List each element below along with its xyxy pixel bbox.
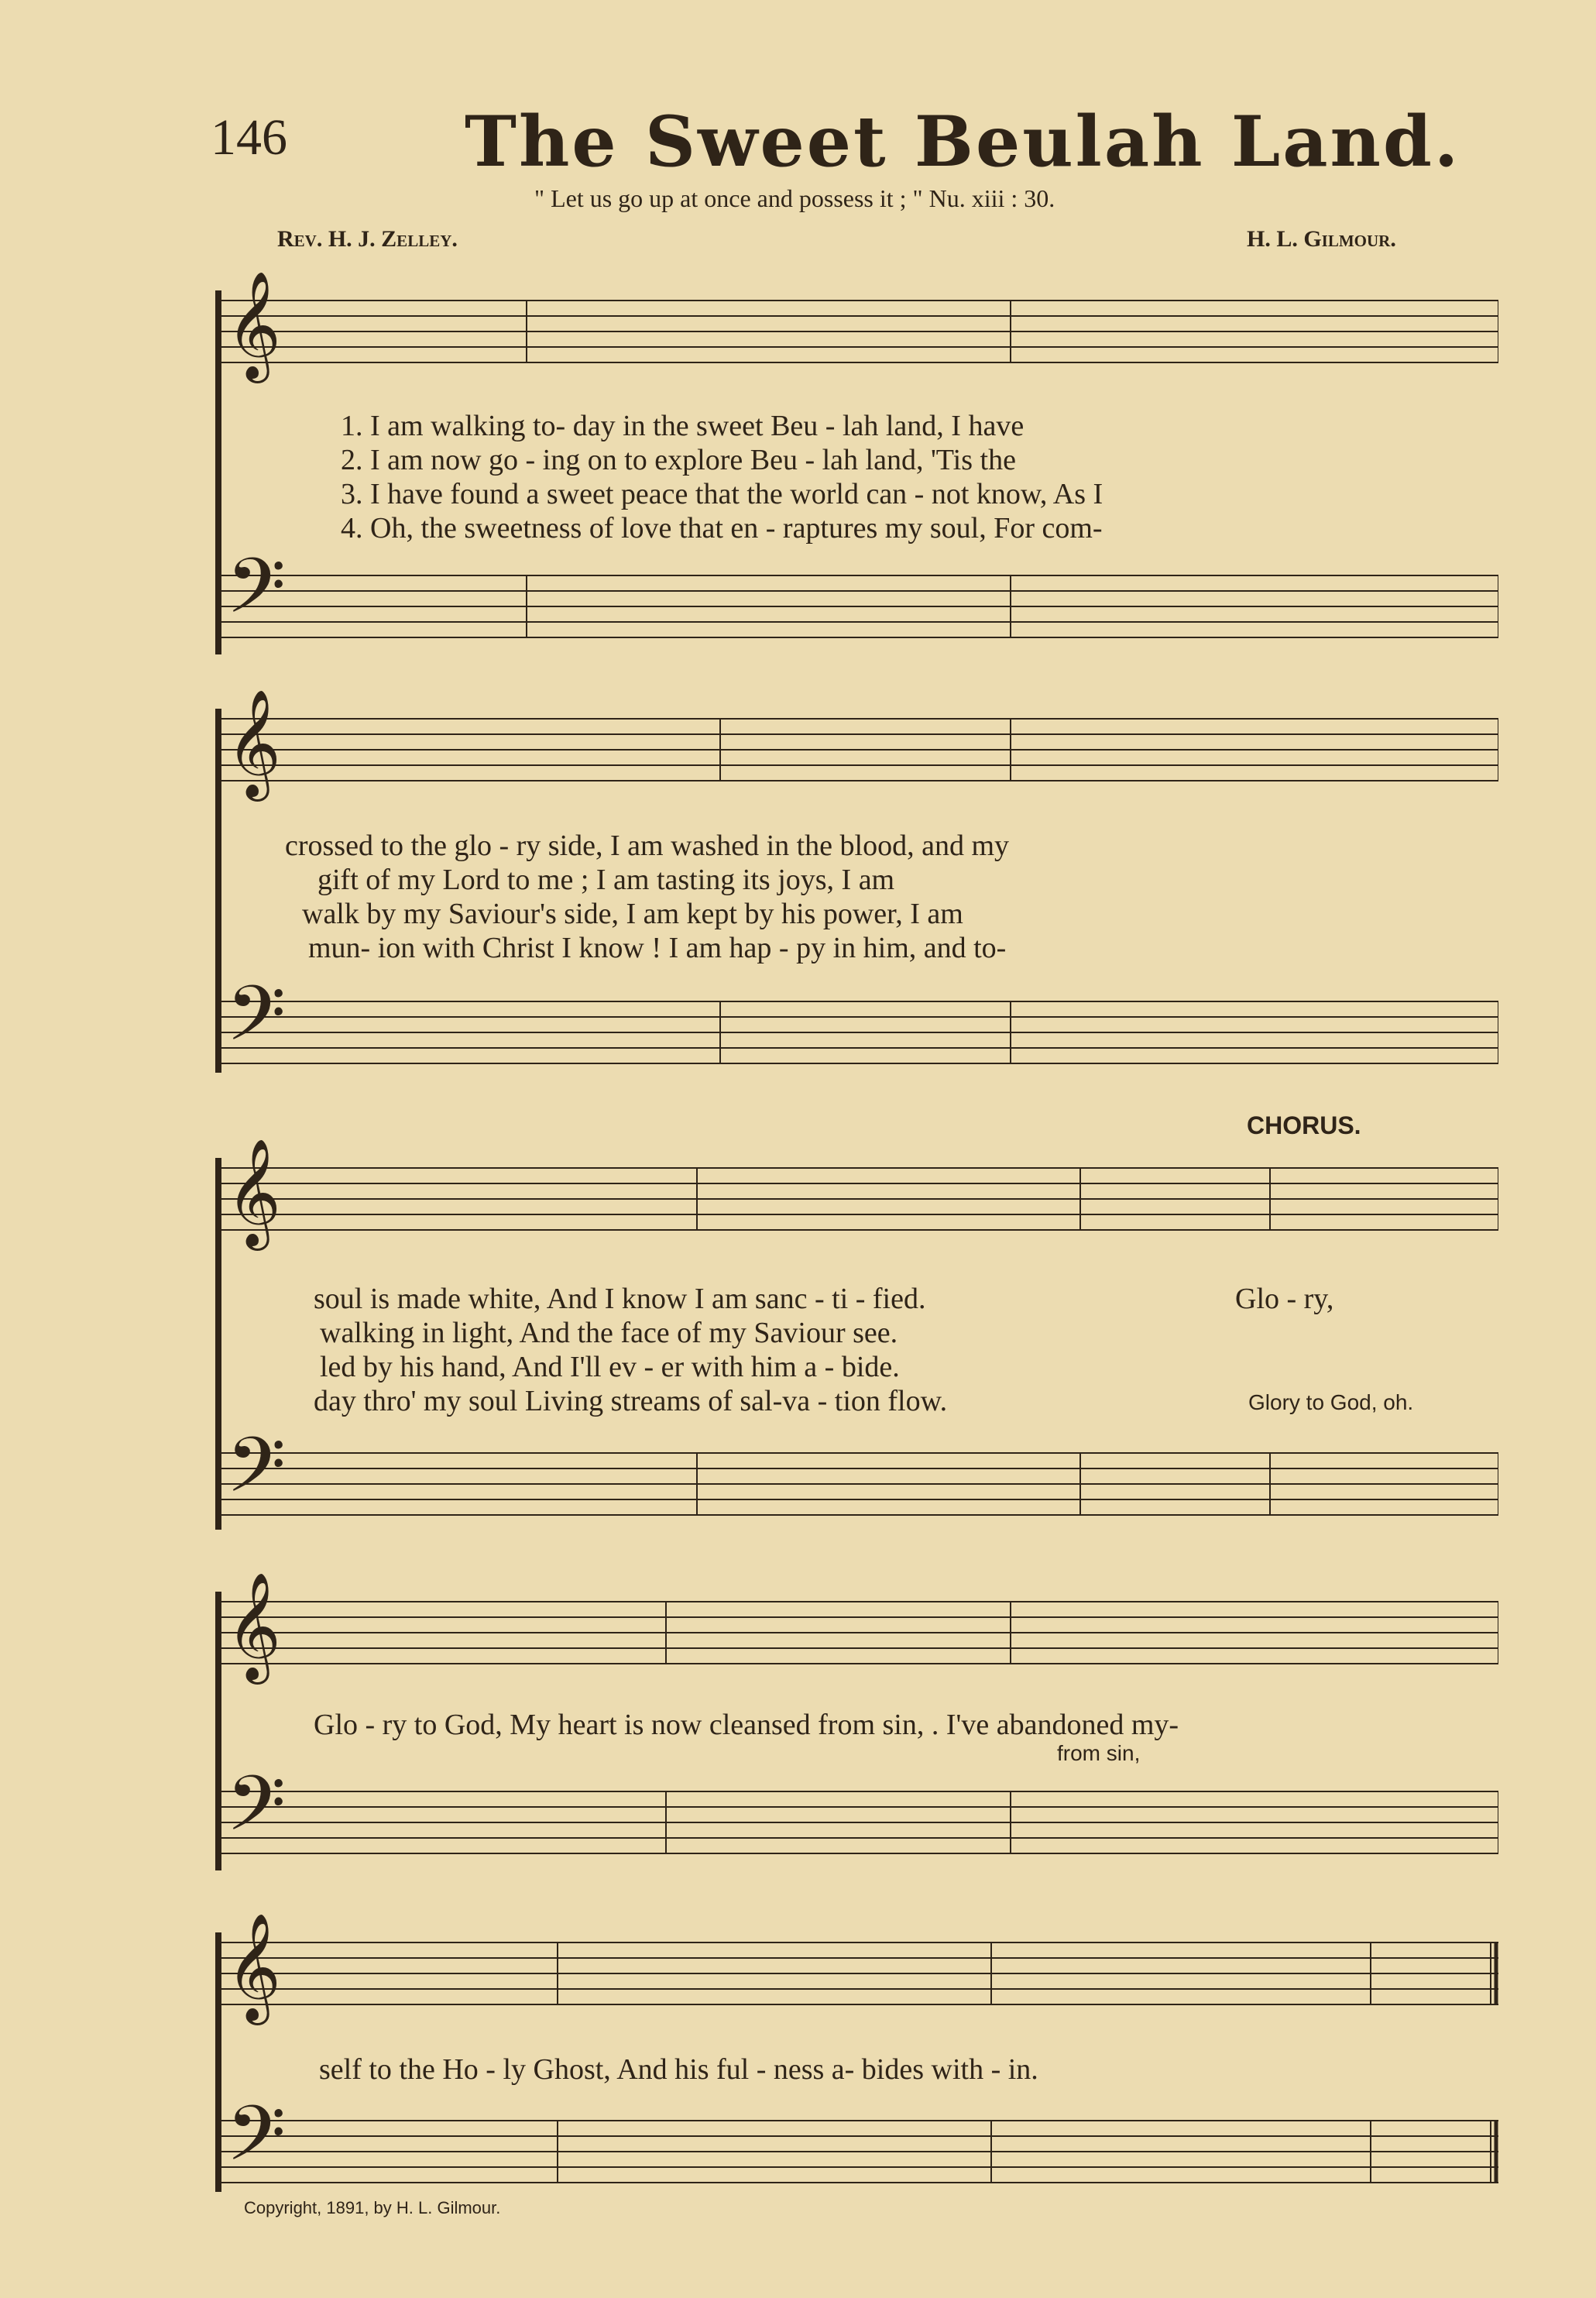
- chorus-line: Glo - ry to God, My heart is now cleansed from sin, . I've abandoned my-: [314, 1709, 1179, 1741]
- bass-staff: [217, 1447, 1498, 1521]
- verse-2-line: walking in light, And the face of my Saviour see.: [320, 1317, 898, 1349]
- verse-2-line: gift of my Lord to me ; I am tasting its joys, I am: [317, 864, 895, 896]
- author: Rev. H. J. Zelley.: [277, 226, 458, 252]
- treble-clef-icon: 𝄞: [226, 271, 281, 379]
- chorus-line: self to the Ho - ly Ghost, And his ful - ness a- bides with - in.: [319, 2053, 1038, 2086]
- treble-clef-icon: 𝄞: [226, 1139, 281, 1246]
- treble-staff: [217, 294, 1498, 369]
- bass-clef-icon: 𝄢: [226, 970, 287, 1077]
- verse-4-line: day thro' my soul Living streams of sal-va - tion flow.: [314, 1385, 948, 1417]
- bass-staff: [217, 569, 1498, 644]
- verse-1-line: crossed to the glo - ry side, I am washed in the blood, and my: [285, 830, 1010, 862]
- verse-2-line: 2. I am now go - ing on to explore Beu - lah land, 'Tis the: [341, 444, 1016, 476]
- treble-staff: [217, 1162, 1498, 1236]
- hymn-title: The Sweet Beulah Land.: [465, 101, 1461, 183]
- treble-staff: [217, 1596, 1498, 1670]
- treble-staff: [217, 713, 1498, 787]
- epigraph: " Let us go up at once and possess it ; " Nu. xiii : 30.: [534, 184, 1055, 212]
- bass-clef-icon: 𝄢: [226, 2090, 287, 2197]
- bass-staff: [217, 1785, 1498, 1860]
- verse-1-line: soul is made white, And I know I am sanc - ti - fied.: [314, 1283, 926, 1315]
- page-number: 146: [211, 109, 287, 166]
- treble-staff: [217, 1936, 1498, 2011]
- verse-3-line: walk by my Saviour's side, I am kept by his power, I am: [302, 898, 963, 930]
- treble-clef-icon: 𝄞: [226, 689, 281, 797]
- verse-3-line: 3. I have found a sweet peace that the world can - not know, As I: [341, 478, 1103, 510]
- chorus-alto-word: Glory to God, oh.: [1248, 1390, 1414, 1414]
- treble-clef-icon: 𝄞: [226, 1913, 281, 2021]
- verse-4-line: 4. Oh, the sweetness of love that en - raptures my soul, For com-: [341, 512, 1103, 544]
- composer: H. L. Gilmour.: [1247, 226, 1396, 252]
- chorus-label: CHORUS.: [1247, 1111, 1361, 1139]
- bass-clef-icon: 𝄢: [226, 542, 287, 650]
- verse-1-line: 1. I am walking to- day in the sweet Beu - lah land, I have: [341, 410, 1025, 442]
- bass-clef-icon: 𝄢: [226, 1421, 287, 1529]
- chorus-word: Glo - ry,: [1235, 1283, 1334, 1315]
- copyright: Copyright, 1891, by H. L. Gilmour.: [244, 2198, 501, 2217]
- bass-staff: [217, 2114, 1498, 2189]
- bass-clef-icon: 𝄢: [226, 1760, 287, 1867]
- bass-staff: [217, 995, 1498, 1070]
- verse-4-line: mun- ion with Christ I know ! I am hap - py in him, and to-: [308, 932, 1007, 964]
- verse-3-line: led by his hand, And I'll ev - er with him a - bide.: [320, 1351, 900, 1383]
- treble-clef-icon: 𝄞: [226, 1572, 281, 1680]
- chorus-small-line: from sin,: [1057, 1741, 1141, 1765]
